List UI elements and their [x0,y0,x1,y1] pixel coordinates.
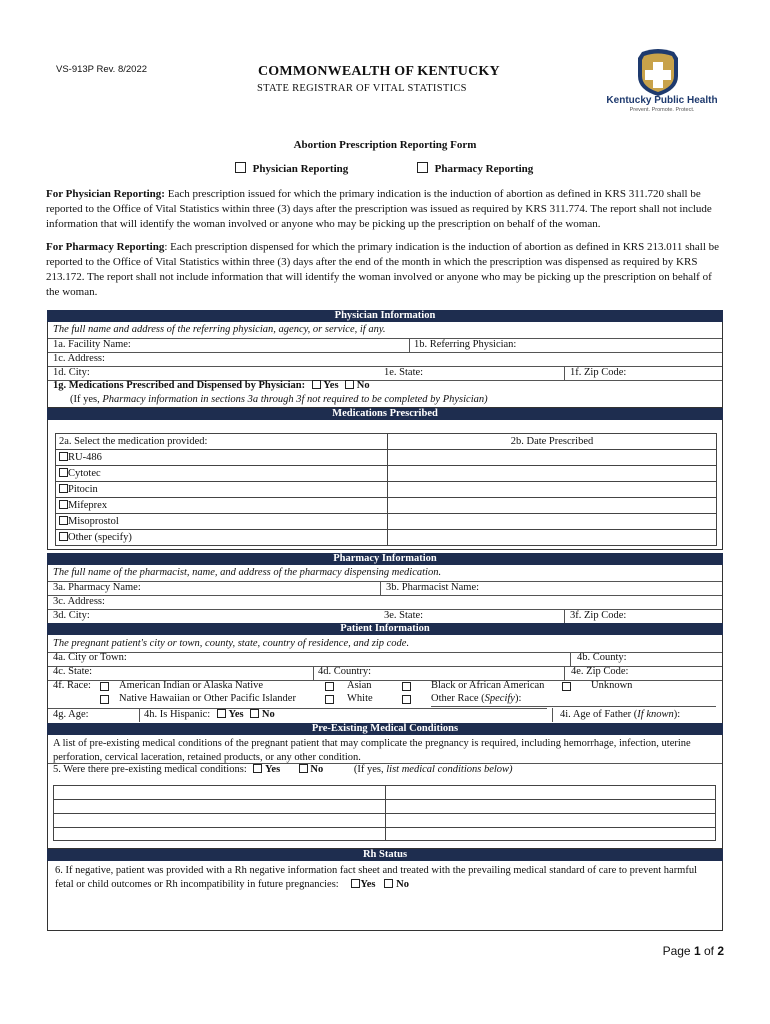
patient-country-field[interactable]: 4d. Country: [318,666,372,677]
pharmacy-info-note: The full name of the pharmacist, name, and address of the pharmacy dispensing medication. [53,567,442,578]
referring-physician-field[interactable]: 1b. Referring Physician: [414,339,517,350]
physician-reporting-checkbox[interactable] [235,162,246,173]
father-age-field[interactable]: 4i. Age of Father (If known): [560,709,681,720]
date-cell[interactable] [388,482,717,498]
patient-city-field[interactable]: 4a. City or Town: [53,652,127,663]
race-option: Black or African American [431,680,545,691]
medication-checkbox[interactable] [59,452,68,461]
form-code: VS-913P Rev. 8/2022 [56,64,148,75]
pharmacy-zip-field[interactable]: 3f. Zip Code: [570,610,627,621]
pharmacy-name-field[interactable]: 3a. Pharmacy Name: [53,582,141,593]
physician-info-note: The full name and address of the referring physician, agency, or service, if any. [53,324,386,335]
patient-county-field[interactable]: 4b. County: [577,652,627,663]
physician-state-field[interactable]: 1e. State: [384,367,424,378]
physician-info-header: Physician Information [47,310,723,322]
race-label: 4f. Race: [53,680,91,691]
medication-row[interactable]: Misoprostol [56,514,717,530]
medication-checkbox[interactable] [59,484,68,493]
patient-zip-field[interactable]: 4e. Zip Code: [571,666,629,677]
date-cell[interactable] [388,450,717,466]
pharmacy-address-field[interactable]: 3c. Address: [53,596,105,607]
page-subtitle: STATE REGISTRAR OF VITAL STATISTICS [257,83,467,94]
physician-reporting-option[interactable] [235,162,348,175]
medication-checkbox[interactable] [59,500,68,509]
hispanic-question: 4h. Is Hispanic: Yes No [144,709,275,720]
medication-row[interactable]: Mifeprex [56,498,717,514]
medications-dispensed-question: 1g. Medications Prescribed and Dispensed by Physician: Yes No [53,380,370,391]
physician-reporting-label: Physician Reporting [252,163,349,175]
medication-checkbox[interactable] [59,516,68,525]
facility-name-field[interactable]: 1a. Facility Name: [53,339,131,350]
patient-info-note: The pregnant patient's city or town, county, state, country of residence, and zip code. [53,638,410,649]
logo-text: Kentucky Public Health [606,95,718,106]
pharmacy-state-field[interactable]: 3e. State: [384,610,424,621]
form-title: Abortion Prescription Reporting Form [293,139,477,151]
other-race-field[interactable]: Other Race (Specify): [431,693,522,704]
page-number: Page 1 of 2 [662,944,724,958]
date-cell[interactable] [388,498,717,514]
logo-tagline: Prevent. Promote. Protect. [629,107,695,113]
physician-address-field[interactable]: 1c. Address: [53,353,105,364]
race-option: American Indian or Alaska Native [119,680,264,691]
patient-age-field[interactable]: 4g. Age: [53,709,89,720]
conditions-question: 5. Were there pre-existing medical conditions: Yes No (If yes, list medical conditions below) [53,764,513,775]
race-option: White [347,693,373,704]
kentucky-public-health-logo [598,48,726,114]
pharmacist-name-field[interactable]: 3b. Pharmacist Name: [386,582,480,593]
patient-info-header: Patient Information [47,623,723,635]
col-select-medication: 2a. Select the medication provided: [56,434,388,450]
medication-row[interactable]: Pitocin [56,482,717,498]
pharmacy-city-field[interactable]: 3d. City: [53,610,90,621]
medication-row[interactable]: Cytotec [56,466,717,482]
pharmacy-reporting-checkbox[interactable] [417,162,428,173]
medication-checkbox[interactable] [59,532,68,541]
pharmacy-reporting-option[interactable] [417,162,533,175]
date-cell[interactable] [388,466,717,482]
race-option: Unknown [591,680,633,691]
pharmacy-reporting-label: Pharmacy Reporting [434,163,534,175]
conditions-description: A list of pre-existing medical conditions of the pregnant patient that may complicate the pregnancy is required, including hemorrhage, infection, uterine perforation, cervical laceration, retained products, or any other condition. [53,738,691,763]
physician-city-field[interactable]: 1d. City: [53,367,90,378]
physician-zip-field[interactable]: 1f. Zip Code: [570,367,627,378]
medications-header: Medications Prescribed [47,408,723,420]
medications-note: (If yes, Pharmacy information in sections 3a through 3f not required to be completed by Physician) [70,394,488,405]
medication-checkbox[interactable] [59,468,68,477]
page-title: COMMONWEALTH OF KENTUCKY [258,64,500,79]
race-option: Asian [347,680,372,691]
conditions-header: Pre-Existing Medical Conditions [47,723,723,735]
rh-status-question: 6. If negative, patient was provided with a Rh negative information fact sheet and treated with the prevailing medical standard of care to prevent harmful fetal or child outcomes or Rh incompatibility in future pregnancies: Yes No [55,865,698,890]
date-cell[interactable] [388,514,717,530]
medications-table [55,433,717,546]
pharmacy-reporting-instructions: For Pharmacy Reporting: Each prescription dispensed for which the primary indication is the induction of abortion as defined in KRS 213.011 shall be reported to the Office of Vital Statistics within three (3) days after the end of the month in which the prescription was dispensed as required by KRS 213.172. The report shall not include information that will identify the woman involved or anyone who may be picking up the prescription on behalf of the woman. [46,241,720,298]
rh-status-header: Rh Status [47,849,723,861]
pharmacy-info-header: Pharmacy Information [47,553,723,565]
col-date-prescribed: 2b. Date Prescribed [388,434,717,450]
medication-row[interactable]: Other (specify) [56,530,717,546]
race-option: Native Hawaiian or Other Pacific Islander [119,693,296,704]
medication-row[interactable]: RU-486 [56,450,717,466]
date-cell[interactable] [388,530,717,546]
physician-reporting-instructions: For Physician Reporting: Each prescription issued for which the primary indication is the induction of abortion as defined in KRS 311.720 shall be reported to the Office of Vital Statistics within three (3) days after the prescription was issued as required by KRS 311.774. The report shall not include information that will identify the woman involved or anyone who may be picking up the prescription on behalf of the woman. [46,188,712,230]
patient-state-field[interactable]: 4c. State: [53,666,93,677]
